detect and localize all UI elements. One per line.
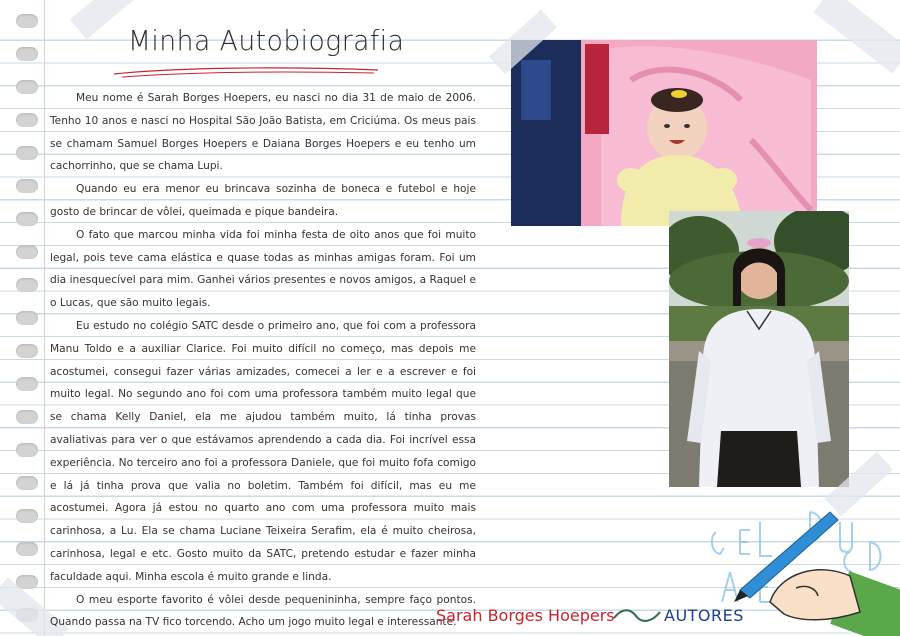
title-underline	[112, 62, 382, 82]
binder-hole	[16, 245, 38, 259]
baby-photo	[511, 40, 817, 226]
binder-hole	[16, 311, 38, 325]
paragraph: Eu estudo no colégio SATC desde o primeiro ano, que foi com a professora Manu Toldo e a auxiliar Clarice. Foi muito difícil no começo, mas depois me acostumei, consegui fazer várias amizades, comecei a ler e a escrever e foi muito legal. No segundo ano foi com uma professora também muito legal que se chama Kelly Daniel, ela me ajudou também muito, lá tinha provas avaliativas para ver o que estávamos aprendendo a cada dia. Foi incrível essa experiência. No terceiro ano foi a professora Daniele, que foi muito fofa comigo e lá já tinha prova que valia no boletim. Também foi difícil, mas eu me acostumei. Agora já estou no quarto ano com uma professora muito mais carinhosa, a Lu. Ela se chama Luciane Teixeira Serafim, ela é muito cheirosa, carinhosa, legal e etc. Gosto muito da SATC, pretendo estudar e fazer minha faculdade aqui. Minha escola é muito grande e linda.	[50, 319, 476, 583]
binder-hole	[16, 278, 38, 292]
paragraph: O fato que marcou minha vida foi minha festa de oito anos que foi muito legal, pois teve cama elástica e quase todas as minhas amigas foram. Foi um dia inesquecível para mim. Ganhei vários presentes e novos amigos, a Raquel e o Lucas, que são muito legais.	[50, 228, 476, 310]
author-name: Sarah Borges Hoepers	[436, 606, 615, 625]
binder-hole	[16, 14, 38, 28]
swirl-decoration	[612, 606, 662, 626]
page-title: Minha Autobiografia	[128, 24, 405, 57]
binder-hole	[16, 80, 38, 94]
binder-hole	[16, 377, 38, 391]
paragraph: Meu nome é Sarah Borges Hoepers, eu nasci no dia 31 de maio de 2006. Tenho 10 anos e nasci no Hospital São João Batista, em Criciúma. Os meus pais se chamam Samuel Borges Hoepers e Daiana Borges Hoepers e eu tenho um cachorrinho, que se chama Lupi.	[50, 92, 476, 173]
binder-hole	[16, 47, 38, 61]
autobiography-text	[50, 87, 476, 634]
binder-hole	[16, 344, 38, 358]
tape-top-right	[813, 0, 900, 74]
girl-photo-image	[669, 211, 849, 487]
pen-hand-icon	[700, 492, 900, 636]
binder-hole	[16, 476, 38, 490]
binder-hole	[16, 146, 38, 160]
authors-label: AUTORES	[664, 606, 744, 625]
baby-photo-image	[511, 40, 817, 226]
binder-hole	[16, 542, 38, 556]
binder-hole	[16, 443, 38, 457]
binder-hole	[16, 179, 38, 193]
margin-line	[44, 0, 45, 636]
binder-holes	[12, 10, 42, 630]
binder-hole	[16, 212, 38, 226]
paragraph: Quando eu era menor eu brincava sozinha de boneca e futebol e hoje gosto de brincar de vôlei, queimada e pique bandeira.	[50, 183, 476, 218]
binder-hole	[16, 509, 38, 523]
binder-hole	[16, 113, 38, 127]
binder-hole	[16, 410, 38, 424]
girl-photo	[669, 211, 849, 487]
paragraph: O meu esporte favorito é vôlei desde pequenininha, sempre faço pontos. Quando passa na TV fico torcendo. Acho um jogo muito legal e interessante.	[50, 593, 476, 629]
